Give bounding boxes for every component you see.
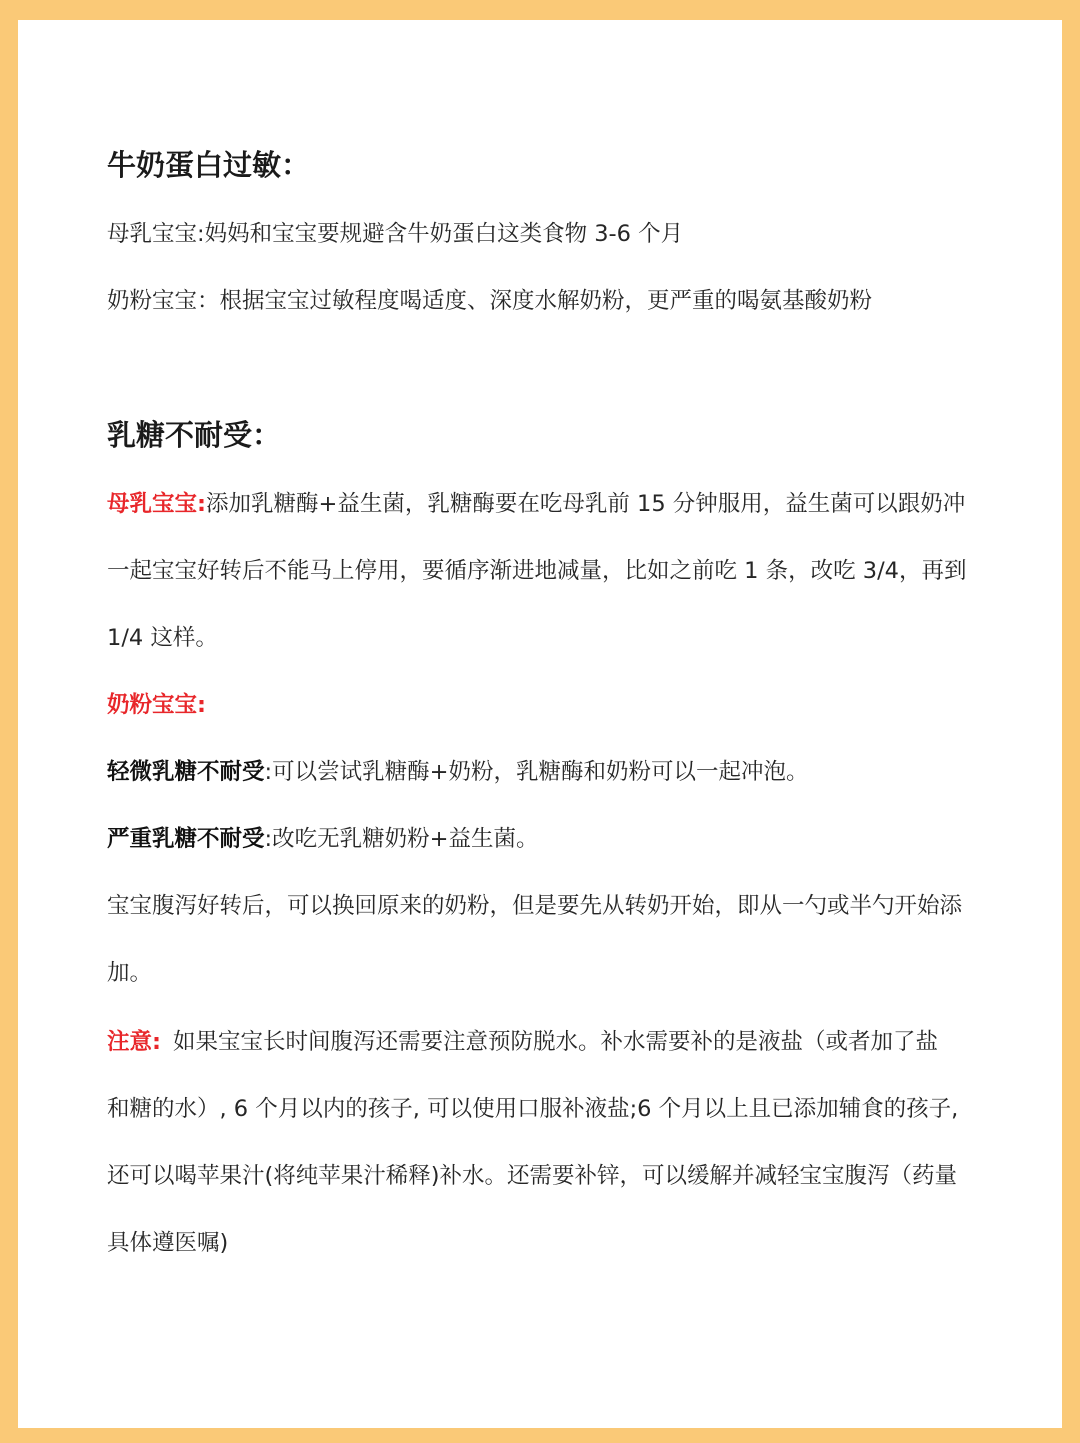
note-text-1: 如果宝宝长时间腹泻还需要注意预防脱水。补水需要补的是液盐（或者加了盐 [173, 1029, 939, 1055]
note-paragraph-line-4: 具体遵医嘱) [107, 1230, 229, 1256]
mild-intolerance-text: :可以尝试乳糖酶+奶粉，乳糖酶和奶粉可以一起冲泡。 [264, 759, 809, 785]
severe-intolerance-text: :改吃无乳糖奶粉+益生菌。 [264, 826, 539, 852]
recovery-paragraph-line-2: 加。 [107, 960, 153, 986]
severe-intolerance-label: 严重乳糖不耐受 [107, 826, 265, 852]
milk-allergy-formula-line: 奶粉宝宝：根据宝宝过敏程度喝适度、深度水解奶粉，更严重的喝氨基酸奶粉 [107, 288, 873, 314]
breastfed-label: 母乳宝宝: [107, 491, 206, 517]
mild-intolerance-line [107, 756, 808, 788]
note-label: 注意: [107, 1029, 161, 1055]
breastfed-paragraph-line-1 [107, 488, 965, 520]
breastfed-text-1: 添加乳糖酶+益生菌，乳糖酶要在吃母乳前 15 分钟服用，益生菌可以跟奶冲 [206, 491, 966, 517]
heading-milk-protein-allergy: 牛奶蛋白过敏： [107, 148, 311, 182]
recovery-paragraph-line-1: 宝宝腹泻好转后，可以换回原来的奶粉，但是要先从转奶开始，即从一勺或半勺开始添 [107, 893, 963, 919]
milk-allergy-breastfed-line: 母乳宝宝:妈妈和宝宝要规避含牛奶蛋白这类食物 3-6 个月 [107, 221, 684, 247]
severe-intolerance-line [107, 823, 538, 855]
note-paragraph-line-3: 还可以喝苹果汁(将纯苹果汁稀释)补水。还需要补锌，可以缓解并减轻宝宝腹泻（药量 [107, 1163, 958, 1189]
breastfed-paragraph-line-3: 1/4 这样。 [107, 625, 218, 651]
note-paragraph-line-2: 和糖的水）, 6 个月以内的孩子, 可以使用口服补液盐;6 个月以上且已添加辅食的孩子, [107, 1096, 959, 1122]
note-paragraph-line-1 [107, 1026, 938, 1058]
breastfed-paragraph-line-2: 一起宝宝好转后不能马上停用，要循序渐进地减量，比如之前吃 1 条，改吃 3/4，再到 [107, 558, 967, 584]
content-card [18, 20, 1062, 1428]
mild-intolerance-label: 轻微乳糖不耐受 [107, 759, 265, 785]
heading-lactose-intolerance: 乳糖不耐受： [107, 418, 282, 452]
formula-label: 奶粉宝宝: [107, 692, 206, 718]
